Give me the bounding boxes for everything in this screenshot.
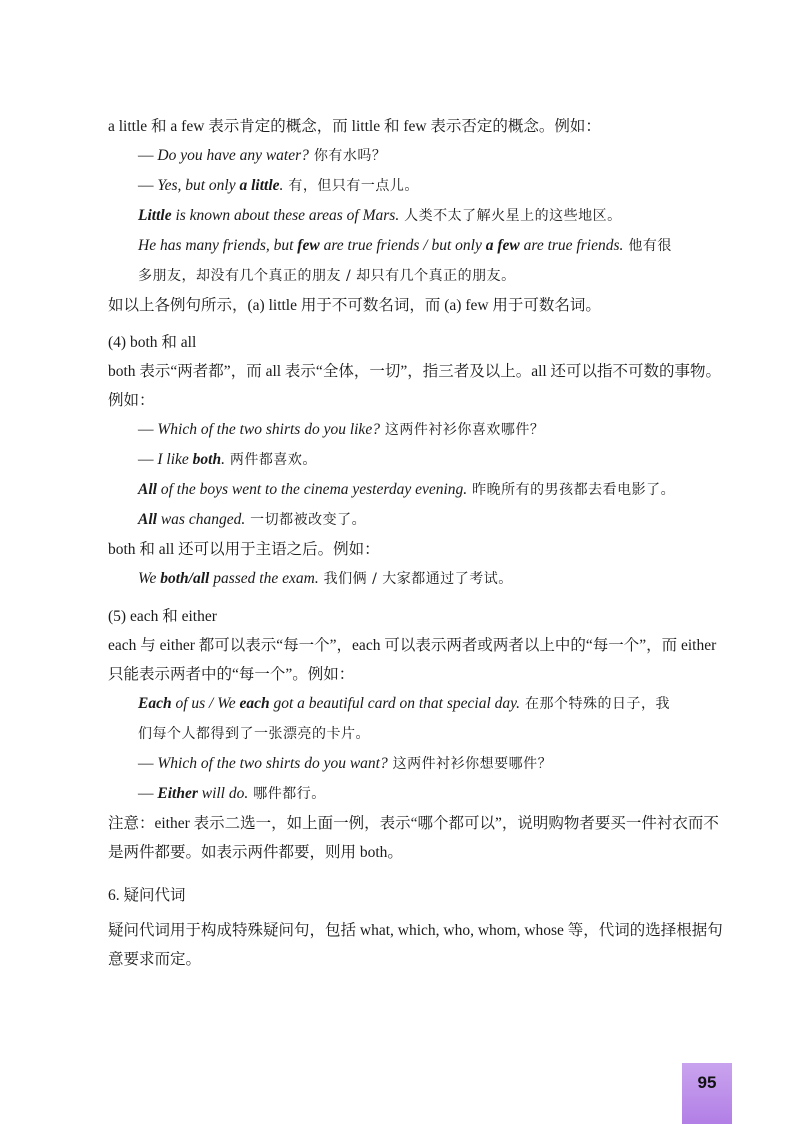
example-en: passed the exam. [209, 570, 319, 587]
section-heading-5: (5) each 和 either [108, 608, 217, 625]
example-emphasis: Little [138, 207, 172, 224]
example-en: He has many friends, but [138, 237, 298, 254]
example-line [108, 475, 732, 505]
dash-mark: — [138, 755, 154, 772]
example-line [108, 171, 732, 201]
example-cn: 人类不太了解火星上的这些地区。 [399, 208, 622, 224]
example-line [108, 141, 732, 171]
example-emphasis: Either [157, 785, 198, 802]
interrogative-paragraph: 疑问代词用于构成特殊疑问句，包括 what, which, who, whom, whose 等，代词的选择根据句意要求而定。 [108, 922, 723, 968]
example-emphasis: Each [138, 695, 172, 712]
dash-mark: — [138, 421, 154, 438]
summary-paragraph: 如以上各例句所示，(a) little 用于不可数名词，而 (a) few 用于可数名词。 [108, 297, 601, 314]
example-en: is known about these areas of Mars. [171, 207, 400, 224]
both-subject-paragraph: both 和 all 还可以用于主语之后。例如： [108, 541, 380, 558]
example-line [108, 201, 732, 231]
example-en: got a beautiful card on that special day. [269, 695, 521, 712]
example-en: I like [157, 451, 193, 468]
page-body [108, 112, 732, 974]
example-cn: 他有很 [623, 238, 672, 254]
example-line [108, 779, 732, 809]
example-line [108, 415, 732, 445]
example-cn: 在那个特殊的日子，我 [520, 696, 670, 712]
example-en: will do. [197, 785, 249, 802]
example-en: Which of the two shirts do you want? [157, 755, 388, 772]
example-cn: 多朋友，却没有几个真正的朋友 / 却只有几个真正的朋友。 [138, 268, 516, 284]
example-en: are true friends. [519, 237, 624, 254]
example-cn: 这两件衬衫你喜欢哪件？ [379, 422, 545, 438]
both-description: both 表示“两者都”，而 all 表示“全体，一切”，指三者及以上。all 还可以指不可数的事物。例如： [108, 363, 722, 409]
example-emphasis: All [138, 481, 157, 498]
dash-mark: — [138, 785, 154, 802]
example-line [108, 689, 732, 719]
example-cn: 们每个人都得到了一张漂亮的卡片。 [138, 726, 370, 742]
example-emphasis: both [192, 451, 222, 468]
example-line [108, 261, 732, 291]
example-cn: 哪件都行。 [248, 786, 326, 802]
example-line [108, 564, 732, 594]
example-cn: 两件都喜欢。 [224, 452, 317, 468]
example-en: Yes, but only [157, 177, 240, 194]
example-en: of the boys went to the cinema yesterday evening. [156, 481, 468, 498]
example-line [108, 749, 732, 779]
each-description: each 与 either 都可以表示“每一个”，each 可以表示两者或两者以上中的“每一个”，而 either 只能表示两者中的“每一个”。例如： [108, 637, 717, 683]
dash-mark: — [138, 177, 154, 194]
section-heading-6: 6. 疑问代词 [108, 887, 186, 904]
example-emphasis: both/all [160, 570, 210, 587]
example-en: We [138, 570, 161, 587]
example-emphasis: each [239, 695, 270, 712]
example-cn: 一切都被改变了。 [245, 512, 367, 528]
example-cn: 你有水吗？ [308, 148, 387, 164]
dash-mark: — [138, 451, 154, 468]
example-en: Which of the two shirts do you like? [157, 421, 380, 438]
example-en: . [279, 177, 284, 194]
example-en: Do you have any water? [157, 147, 309, 164]
section-heading-4: (4) both 和 all [108, 334, 197, 351]
example-en: are true friends / but only [319, 237, 486, 254]
example-emphasis: a little [239, 177, 280, 194]
example-cn: 我们俩 / 大家都通过了考试。 [318, 571, 513, 587]
example-en: was changed. [156, 511, 246, 528]
example-en: of us / We [171, 695, 240, 712]
example-emphasis: a few [485, 237, 520, 254]
example-line [108, 231, 732, 261]
example-line [108, 445, 732, 475]
example-cn: 这两件衬衫你想要哪件？ [387, 756, 553, 772]
page-number: 95 [697, 1073, 717, 1092]
note-paragraph: 注意：either 表示二选一，如上面一例，表示“哪个都可以”，说明购物者要买一件衬衣而不是两件都要。如表示两件都要，则用 both。 [108, 815, 719, 861]
example-emphasis: All [138, 511, 157, 528]
dash-mark: — [138, 147, 154, 164]
example-line [108, 719, 732, 749]
example-line [108, 505, 732, 535]
example-cn: 有，但只有一点儿。 [283, 178, 419, 194]
example-cn: 昨晚所有的男孩都去看电影了。 [467, 482, 676, 498]
page-number-tab [682, 1063, 732, 1124]
example-emphasis: few [297, 237, 320, 254]
example-en: . [221, 451, 225, 468]
intro-paragraph: a little 和 a few 表示肯定的概念，而 little 和 few 表示否定的概念。例如： [108, 118, 601, 135]
